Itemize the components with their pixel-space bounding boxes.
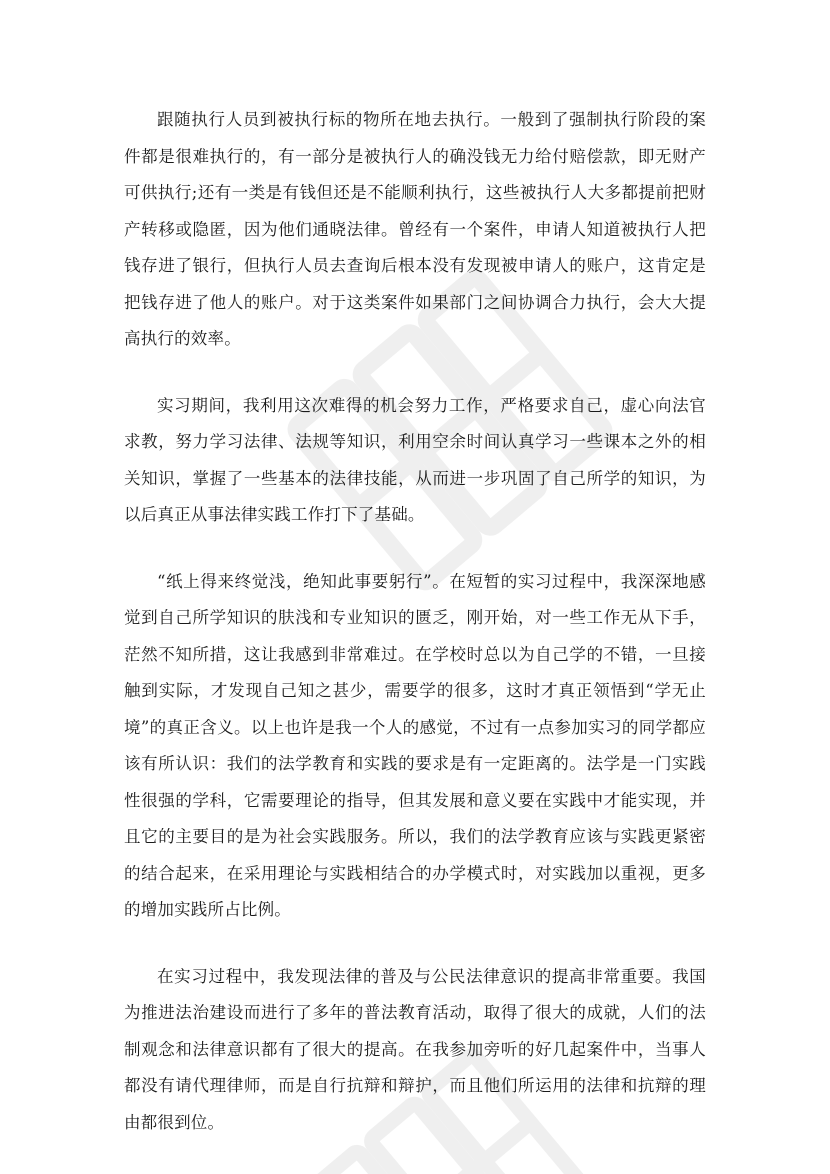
paragraph-legal-awareness: 在实习过程中，我发现法律的普及与公民法律意识的提高非常重要。我国为推进法治建设而进行了多年的普法教育活动，取得了很大的成就，人们的法制观念和法律意识都有了很大的提高。在我参加旁听的好几起案件中，当事人都没有请代理律师，而是自行抗辩和辩护，而且他们所运用的法律和抗辩的理由都很到位。: [124, 966, 706, 1132]
document-body: [124, 102, 706, 1171]
paragraph-internship-work: 实习期间，我利用这次难得的机会努力工作，严格要求自己，虚心向法官求教，努力学习法律、法规等知识，利用空余时间认真学习一些课本之外的相关知识，掌握了一些基本的法律技能，从而进一步巩固了自己所学的知识，为以后真正从事法律实践工作打下了基础。: [124, 395, 706, 524]
paragraph-reflection: “纸上得来终觉浅，绝知此事要躬行”。在短暂的实习过程中，我深深地感觉到自己所学知识的肤浅和专业知识的匮乏，刚开始，对一些工作无从下手，茫然不知所措，这让我感到非常难过。在学校时总以为自己学的不错，一旦接触到实际，才发现自己知之甚少，需要学的很多，这时才真正领悟到“学无止境”的真正含义。以上也许是我一个人的感觉，不过有一点参加实习的同学都应该有所认识：我们的法学教育和实践的要求是有一定距离的。法学是一门实践性很强的学科，它需要理论的指导，但其发展和意义要在实践中才能实现，并且它的主要目的是为社会实践服务。所以，我们的法学教育应该与实践更紧密的结合起来，在采用理论与实践相结合的办学模式时，对实践加以重视，更多的增加实践所占比例。: [124, 571, 706, 919]
paragraph-execution: 跟随执行人员到被执行标的物所在地去执行。一般到了强制执行阶段的案件都是很难执行的，有一部分是被执行人的确没钱无力给付赔偿款，即无财产可供执行;还有一类是有钱但还是不能顺利执行，这些被执行人大多都提前把财产转移或隐匿，因为他们通晓法律。曾经有一个案件，申请人知道被执行人把钱存进了银行，但执行人员去查询后根本没有发现被申请人的账户，这肯定是把钱存进了他人的账户。对于这类案件如果部门之间协调合力执行，会大大提高执行的效率。: [124, 110, 706, 348]
